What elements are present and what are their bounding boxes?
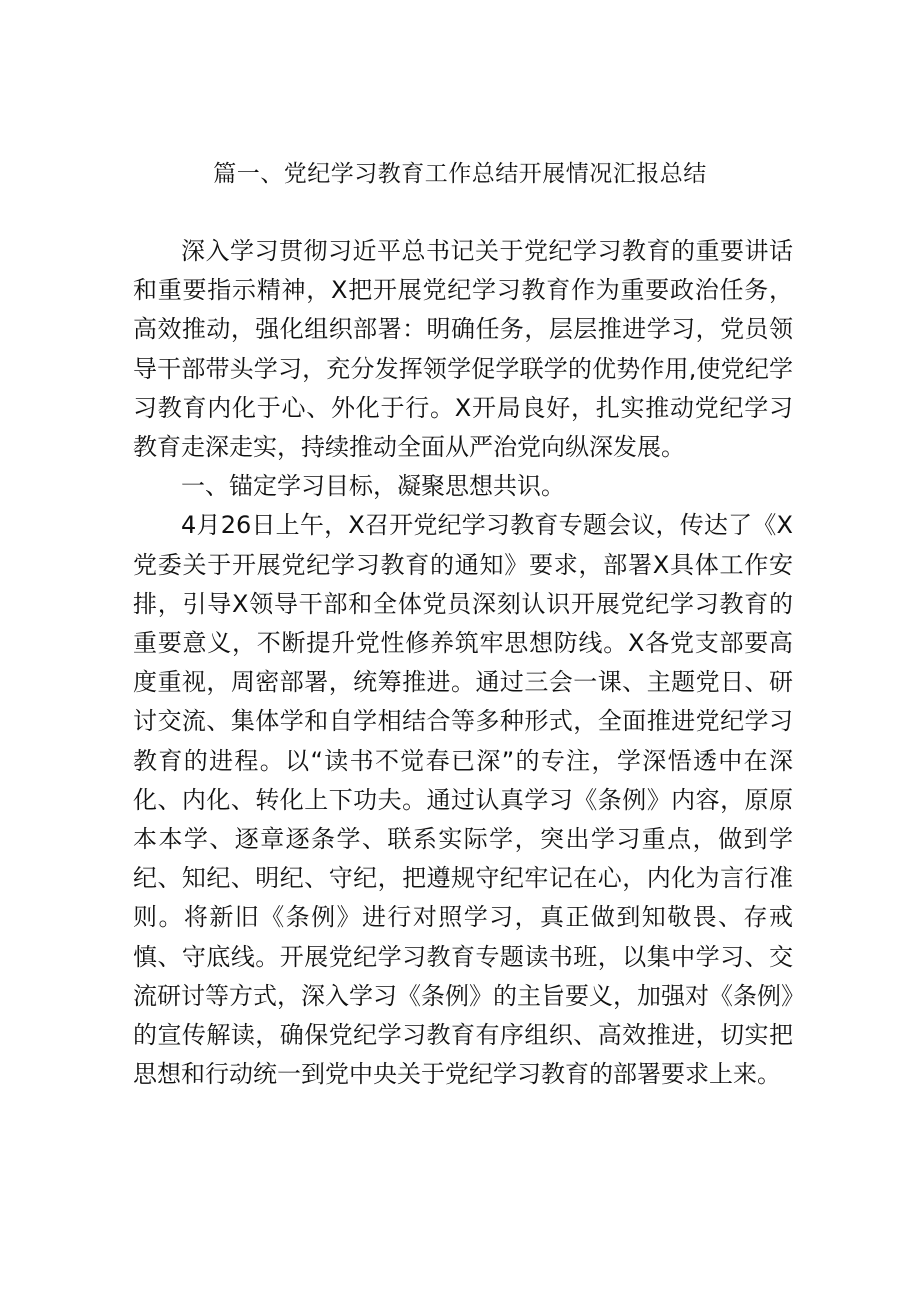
document-title: 篇一、党纪学习教育工作总结开展情况汇报总结 [213, 161, 707, 187]
document-body [133, 232, 793, 1094]
paragraph-intro: 深入学习贯彻习近平总书记关于党纪学习教育的重要讲话和重要指示精神，X把开展党纪学习教育作为重要政治任务，高效推动，强化组织部署：明确任务，层层推进学习，党员领导干部带头学习，充分发挥领学促学联学的优势作用,使党纪学习教育内化于心、外化于行。X开局良好，扎实推动党纪学习教育走深走实，持续推动全面从严治党向纵深发展。 [133, 237, 793, 462]
section-heading-1: 一、锚定学习目标，凝聚思想共识。 [181, 472, 565, 501]
paragraph-section-1: 4月26日上午，X召开党纪学习教育专题会议，传达了《X党委关于开展党纪学习教育的通知》要求，部署X具体工作安排，引导X领导干部和全体党员深刻认识开展党纪学习教育的重要意义，不断提升党性修养筑牢思想防线。X各党支部要高度重视，周密部署，统筹推进。通过三会一课、主题党日、研讨交流、集体学和自学相结合等多种形式，全面推进党纪学习教育的进程。以“读书不觉春已深”的专注，学深悟透中在深化、内化、转化上下功夫。通过认真学习《条例》内容，原原本本学、逐章逐条学、联系实际学，突出学习重点，做到学纪、知纪、明纪、守纪，把遵规守纪牢记在心，内化为言行准则。将新旧《条例》进行对照学习，真正做到知敬畏、存戒慎、守底线。开展党纪学习教育专题读书班，以集中学习、交流研讨等方式，深入学习《条例》的主旨要义，加强对《条例》的宣传解读，确保党纪学习教育有序组织、高效推进，切实把思想和行动统一到党中央关于党纪学习教育的部署要求上来。 [133, 511, 793, 1089]
